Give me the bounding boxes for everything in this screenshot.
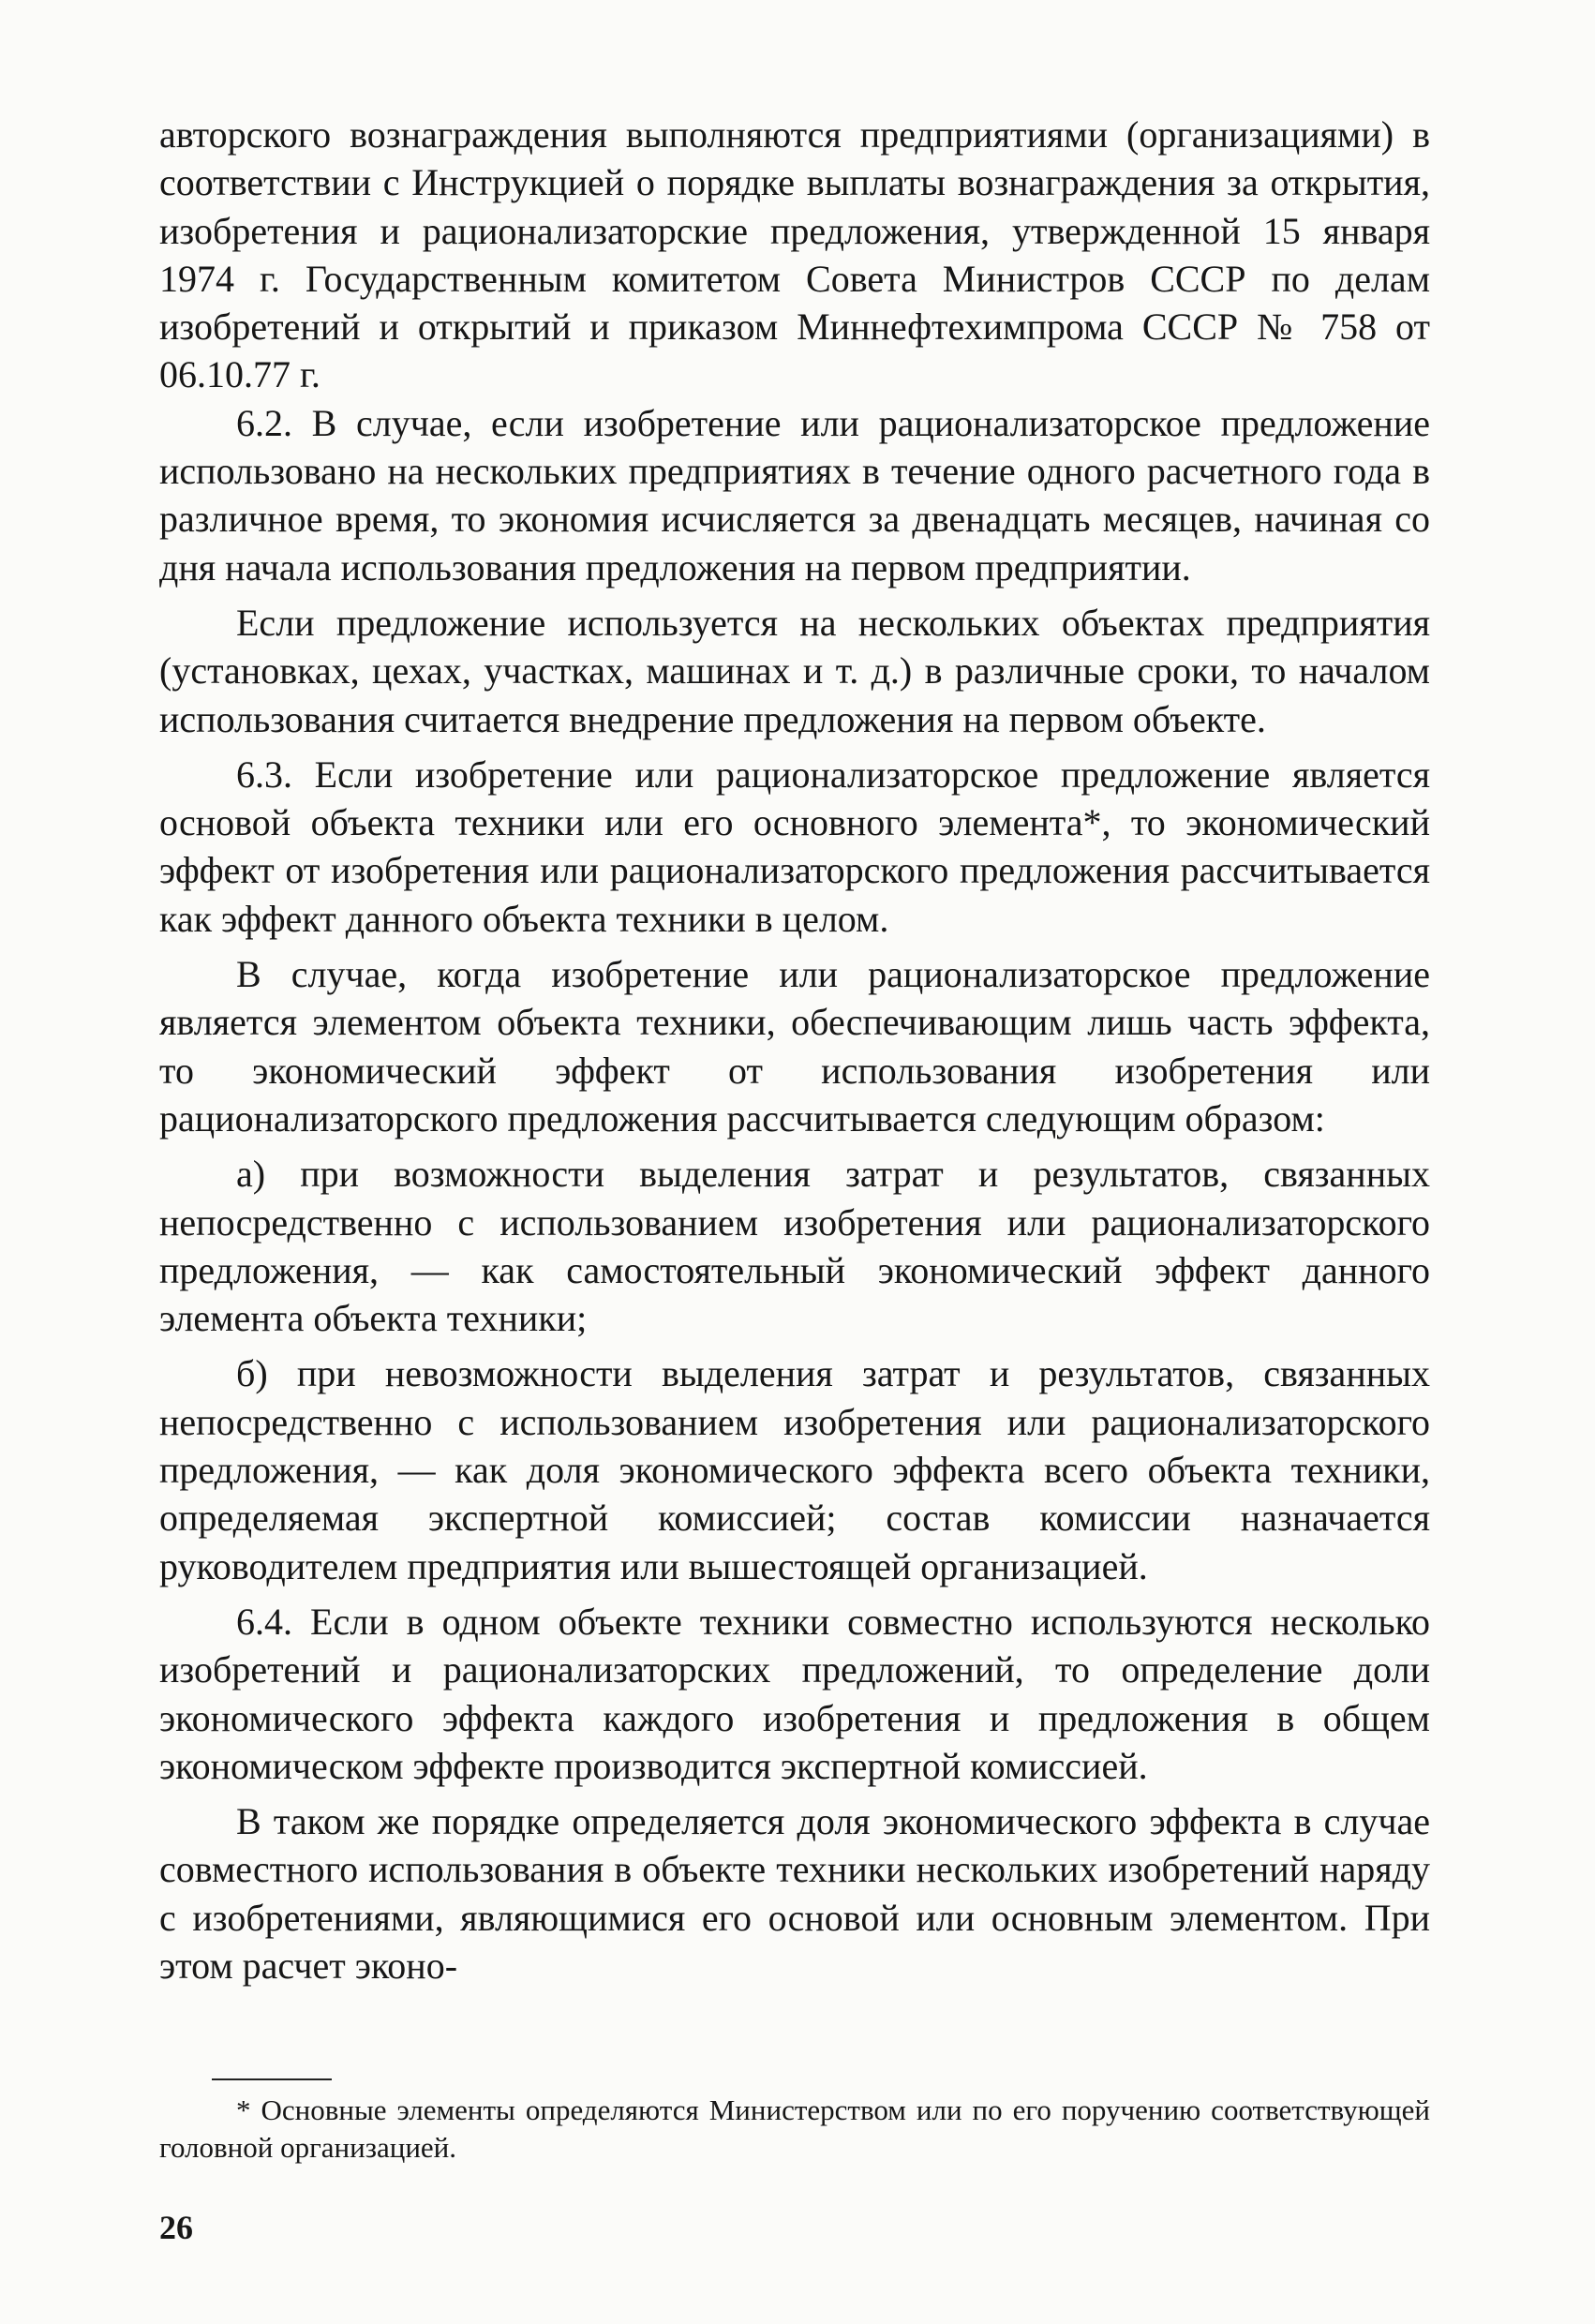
body-text: [159, 111, 1430, 1989]
paragraph-6-2: 6.2. В случае, если изобретение или рационализаторское предложение использовано на нескольких предприятиях в течение одного расчетного года в различное время, то экономия исчисляется за двенадцать месяцев, начиная со дня начала использования предложения на первом предприятии.: [159, 401, 1430, 588]
page-number: 26: [159, 2209, 193, 2246]
paragraph-6-3: 6.3. Если изобретение или рационализаторское предложение является основой объекта техники или его основного элемента*, то экономический эффект от изобретения или рационализаторского предложения рассчитывается как эффект данного объекта техники в целом.: [159, 752, 1430, 940]
paragraph-6-4-share: В таком же порядке определяется доля экономического эффекта в случае совместного использования в объекте техники нескольких изобретений наряду с изобретениями, являющимися его основой или основным элементом. При этом расчет эконо-: [159, 1800, 1430, 1987]
list-item-b: б) при невозможности выделения затрат и результатов, связанных непосредственно с использованием изобретения или рационализаторского предложения, — как доля экономического эффекта всего объекта техники, определяемая экспертной комиссией; состав комиссии назначается руководителем предприятия или вышестоящей организацией.: [159, 1352, 1430, 1587]
footnote: * Основные элементы определяются Министерством или по его поручению соответствующей головной организацией.: [159, 2093, 1430, 2164]
paragraph-6-4: 6.4. Если в одном объекте техники совместно используются несколько изобретений и рационализаторских предложений, то определение доли экономического эффекта каждого изобретения и предложения в общем экономическом эффекте производится экспертной комиссией.: [159, 1600, 1430, 1787]
paragraph-6-3-element: В случае, когда изобретение или рационализаторское предложение является элементом объекта техники, обеспечивающим лишь часть эффекта, то экономический эффект от использования изобретения или рационализаторского предложения рассчитывается следующим образом:: [159, 953, 1430, 1140]
list-item-a: а) при возможности выделения затрат и результатов, связанных непосредственно с использованием изобретения или рационализаторского предложения, — как самостоятельный экономический эффект данного элемента объекта техники;: [159, 1153, 1430, 1340]
paragraph-6-2-objects: Если предложение используется на нескольких объектах предприятия (установках, цехах, участках, машинах и т. д.) в различные сроки, то началом использования считается внедрение предложения на первом объекте.: [159, 601, 1430, 740]
footnote-divider: [212, 2078, 332, 2080]
paragraph-continuation: авторского вознаграждения выполняются предприятиями (организациями) в соответствии с Инструкцией о порядке выплаты вознаграждения за открытия, изобретения и рационализаторские предложения, утвержденной 15 января 1974 г. Государственным комитетом Совета Министров СССР по делам изобретений и открытий и приказом Миннефтехимпрома СССР № 758 от 06.10.77 г.: [159, 113, 1430, 396]
